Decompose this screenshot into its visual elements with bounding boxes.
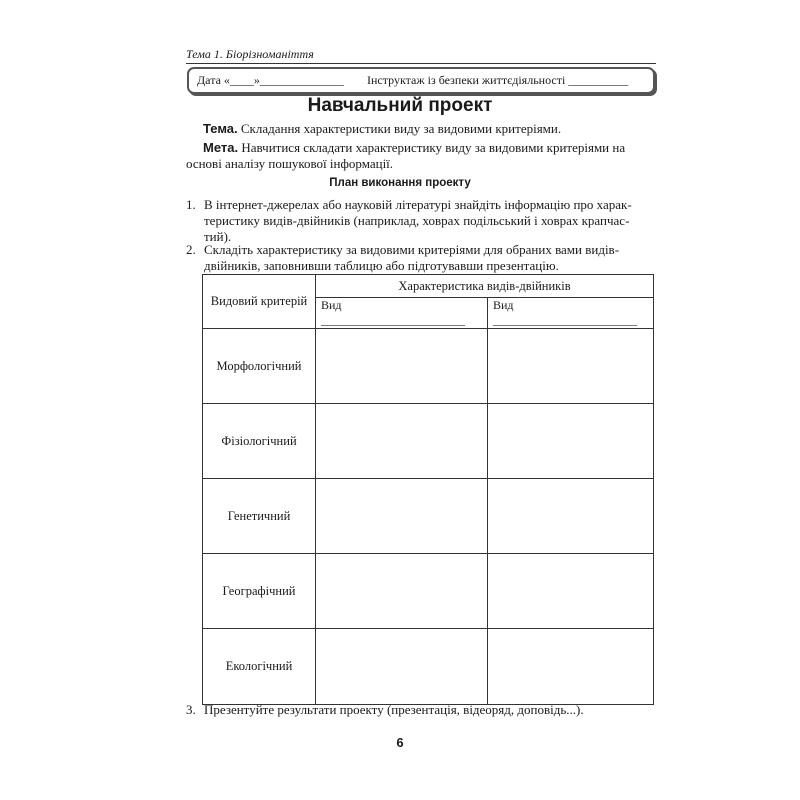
date-line: Дата «____»______________	[197, 73, 344, 87]
goal-text-line-2: основі аналізу пошукової інформації.	[186, 156, 394, 171]
plan-step-1	[186, 197, 656, 247]
criterion-genetic: Генетичний	[203, 479, 316, 554]
plan-step-3	[186, 702, 656, 720]
table-row	[203, 329, 654, 404]
table-row	[203, 479, 654, 554]
step-number: 2.	[186, 242, 196, 257]
answer-cell[interactable]	[316, 479, 488, 554]
goal-label: Мета.	[203, 140, 239, 155]
species-criteria-table	[202, 274, 654, 705]
goal-text-line-1: Навчитися складати характеристику виду за видовими критеріями на	[241, 140, 626, 155]
answer-cell[interactable]	[316, 329, 488, 404]
header-theme: Тема 1. Біорізноманіття	[186, 47, 314, 61]
table-row	[203, 404, 654, 479]
page-title: Навчальний проект	[307, 95, 493, 116]
answer-cell[interactable]	[488, 479, 654, 554]
step-1-line-3: тий).	[204, 229, 232, 244]
plan-step-2	[186, 242, 656, 276]
species-2-header[interactable]: Вид ________________________	[488, 298, 654, 329]
date-safety-banner	[187, 67, 655, 94]
plan-title: План виконання проекту	[329, 177, 471, 189]
step-1-line-1: В інтернет-джерелах або науковій літературі знайдіть інформацію про харак-	[204, 197, 632, 212]
criterion-ecological: Екологічний	[203, 629, 316, 705]
goal-paragraph	[203, 140, 655, 156]
answer-cell[interactable]	[488, 554, 654, 629]
answer-cell[interactable]	[316, 629, 488, 705]
criterion-header: Видовий критерій	[203, 275, 316, 329]
step-2-line-1: Складіть характеристику за видовими критеріями для обраних вами видів-	[204, 242, 620, 257]
step-3-line-1: Презентуйте результати проекту (презентація, відеоряд, доповідь...).	[204, 702, 584, 717]
criterion-morphological: Морфологічний	[203, 329, 316, 404]
answer-cell[interactable]	[488, 629, 654, 705]
species-characteristics-header: Характеристика видів-двійників	[316, 275, 654, 298]
step-number: 1.	[186, 197, 196, 212]
species-1-header[interactable]: Вид ________________________	[316, 298, 488, 329]
criterion-physiological: Фізіологічний	[203, 404, 316, 479]
page-number: 6	[396, 735, 404, 750]
header-rule	[186, 63, 656, 64]
topic-text: Складання характеристики виду за видовими критеріями.	[240, 121, 562, 136]
step-1-line-2: теристику видів-двійників (наприклад, ховрах подільський і ховрах крапчас-	[204, 213, 630, 228]
answer-cell[interactable]	[316, 404, 488, 479]
step-number: 3.	[186, 702, 196, 717]
topic-paragraph	[203, 121, 561, 137]
answer-cell[interactable]	[488, 329, 654, 404]
step-2-line-2: двійників, заповнивши таблицю або підготувавши презентацію.	[204, 258, 559, 273]
table-row	[203, 629, 654, 705]
answer-cell[interactable]	[488, 404, 654, 479]
criterion-geographic: Географічний	[203, 554, 316, 629]
safety-briefing-line: Інструктаж із безпеки життєдіяльності __________	[367, 73, 629, 87]
table-row	[203, 554, 654, 629]
answer-cell[interactable]	[316, 554, 488, 629]
topic-label: Тема.	[203, 121, 238, 136]
